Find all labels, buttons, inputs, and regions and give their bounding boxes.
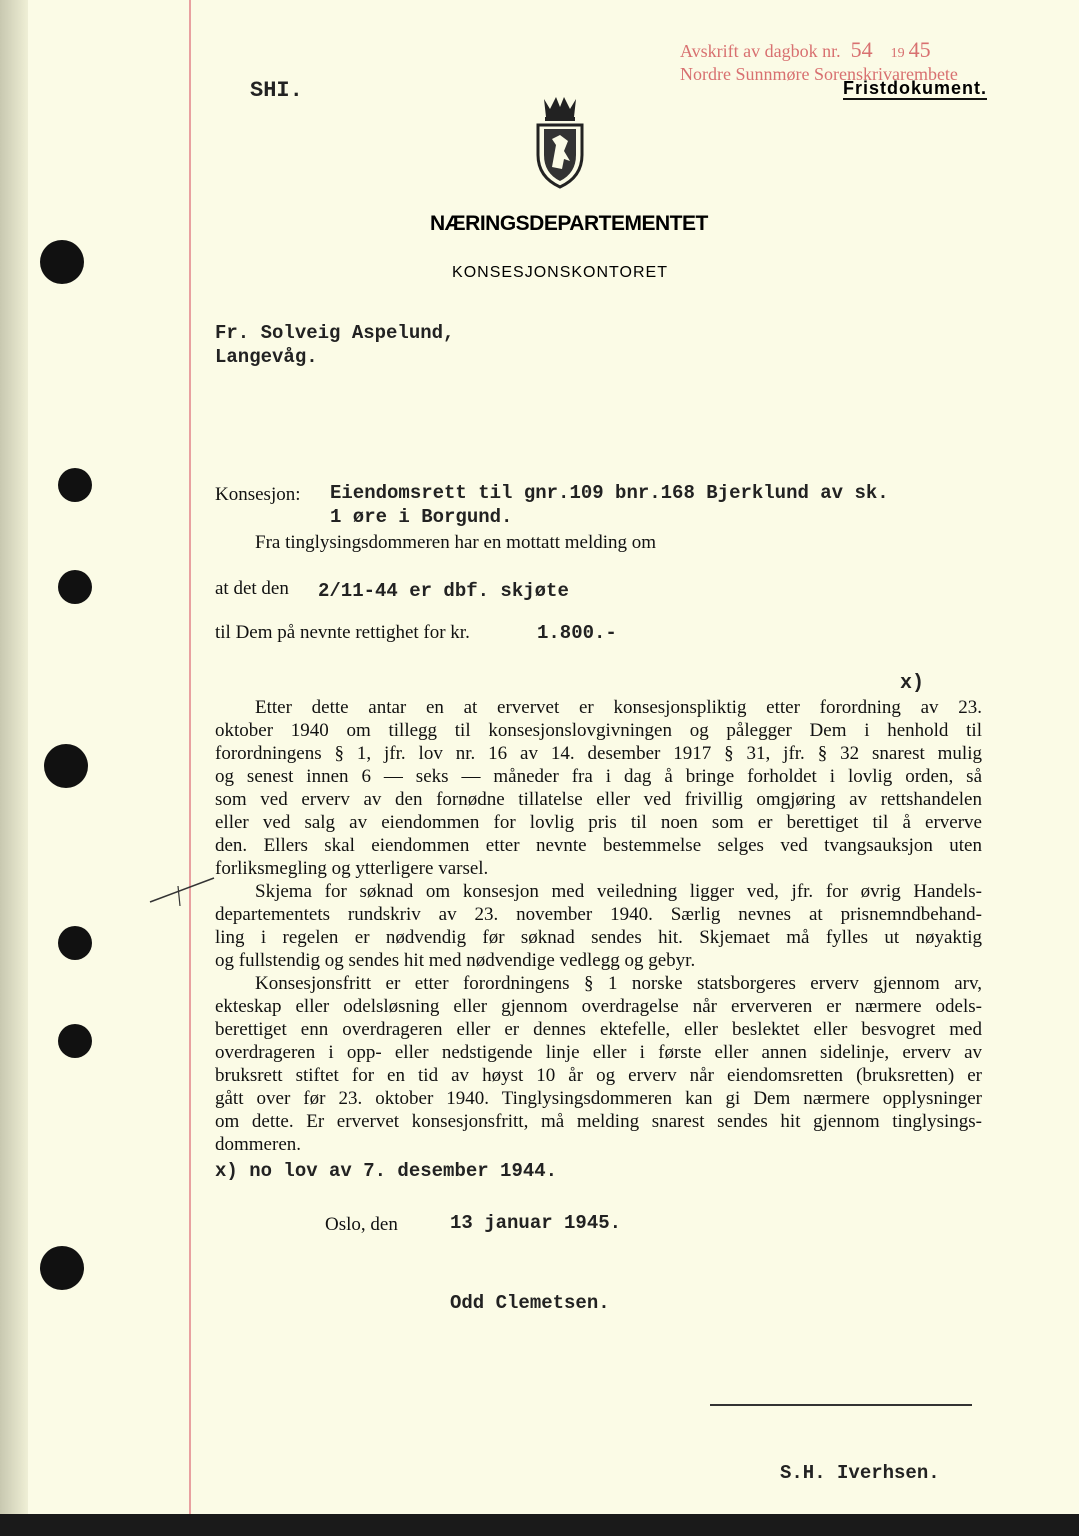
paragraph-form — [215, 880, 982, 972]
signature-line — [710, 1404, 972, 1406]
coat-of-arms-icon — [530, 95, 590, 190]
place-date-label: Oslo, den — [325, 1214, 398, 1235]
paragraph-line: ekteskap eller odelsløsning eller gjennom overdragelse når erververen er nærmere odels- — [215, 996, 982, 1017]
paragraph-line: den. Ellers skal eiendommen etter nevnte bestemmelse selges ved tvangsauksjon uten — [215, 835, 982, 856]
margin-line — [189, 0, 191, 1536]
paragraph-line: om dette. Er ervervet konsesjonsfritt, må melding snarest sendes hit gjennom tinglysings- — [215, 1111, 982, 1132]
paragraph-line: som ved erverv av den fornødne tillatelse eller ved frivillig omgjøring av rettshandelen — [215, 789, 982, 810]
paragraph-line: departementets rundskriv av 23. november 1940. Særlig nevnes at prisnemndbehand- — [215, 904, 982, 925]
paragraph-obligation — [215, 696, 982, 880]
paragraph-line: oktober 1940 om tillegg til konsesjonslovgivningen og pålegger Dem i henhold til — [215, 720, 982, 741]
stamp-line2: Nordre Sunnmøre Sorenskrivarembete — [680, 64, 958, 84]
punch-hole — [58, 468, 92, 502]
punch-hole — [58, 1024, 92, 1058]
signature-minister: Odd Clemetsen. — [450, 1292, 610, 1314]
office-name: KONSESJONSKONTORET — [452, 264, 668, 281]
footnote: x) no lov av 7. desember 1944. — [215, 1160, 558, 1182]
paragraph-line: overdrageren i opp- eller nedstigende linje eller i første eller annen sidelinje, erverv av — [215, 1042, 982, 1063]
amount-value: 1.800.- — [537, 622, 617, 644]
punch-hole — [58, 570, 92, 604]
paragraph-line: bruksrett stiftet for en tid av høyst 10 år og erverv når eiendomsretten (bruksretten) er — [215, 1065, 982, 1086]
margin-pencil-mark — [148, 872, 218, 912]
date-label: at det den — [215, 578, 289, 599]
konsesjon-text-line2: 1 øre i Borgund. — [330, 506, 513, 528]
paragraph-line: Konsesjonsfritt er etter forordningens § 1 norske statsborgeres erverv gjennom arv, — [255, 973, 982, 994]
paragraph-line: og senest innen 6 — seks — måneder fra i dag å bringe forholdet i lovlig orden, så — [215, 766, 982, 787]
deed-date: 2/11-44 er dbf. skjøte — [318, 580, 569, 602]
stamp-number: 54 — [850, 37, 873, 62]
punch-hole — [40, 1246, 84, 1290]
scan-edge — [0, 0, 28, 1536]
stamp-year-prefix: 19 — [890, 46, 905, 61]
frist-label: Fristdokument. — [843, 78, 988, 98]
paragraph-line: gått over før 23. oktober 1940. Tinglysingsdommeren kan gi Dem nærmere opplysninger — [215, 1088, 982, 1109]
notification-line: Fra tinglysingsdommeren har en mottatt melding om — [255, 532, 657, 553]
scan-bottom-edge — [0, 1514, 1079, 1536]
paragraph-line: forliksmegling og ytterligere varsel. — [215, 858, 489, 879]
addressee-name: Fr. Solveig Aspelund, — [215, 322, 455, 344]
punch-hole — [40, 240, 84, 284]
paragraph-line: eller ved salg av eiendommen for lovlig pris til noen som er berettiget til å erverve — [215, 812, 982, 833]
issue-date: 13 januar 1945. — [450, 1212, 622, 1234]
paragraph-line: ling i regelen er nødvendig før søknad sendes hit. Skjemaet må fylles ut nøyaktig — [215, 927, 982, 948]
signature-clerk: S.H. Iverhsen. — [780, 1462, 940, 1484]
paragraph-line: forordningens § 1, jfr. lov nr. 16 av 14. desember 1917 § 31, jfr. § 32 snarest mulig — [215, 743, 982, 764]
paragraph-line: dommeren. — [215, 1134, 302, 1155]
paragraph-exemption — [215, 972, 982, 1156]
stamp-year: 45 — [908, 37, 931, 62]
footnote-marker: x) — [900, 672, 925, 695]
stamp-line1: Avskrift av dagbok nr. — [680, 41, 841, 61]
punch-hole — [44, 744, 88, 788]
addressee-place: Langevåg. — [215, 346, 318, 368]
paragraph-line: Skjema for søknad om konsesjon med veiledning ligger ved, jfr. for øvrig Handels- — [255, 881, 982, 902]
paragraph-line: Etter dette antar en at ervervet er konsesjonspliktig etter forordning av 23. — [255, 697, 982, 718]
amount-label: til Dem på nevnte rettighet for kr. — [215, 622, 470, 643]
reference-code: SHI. — [250, 78, 303, 103]
paragraph-line: og fullstendig og sendes hit med nødvendige vedlegg og gebyr. — [215, 950, 696, 971]
konsesjon-label: Konsesjon: — [215, 484, 301, 505]
department-name: NÆRINGSDEPARTEMENTET — [430, 212, 708, 235]
punch-hole — [58, 926, 92, 960]
konsesjon-text-line1: Eiendomsrett til gnr.109 bnr.168 Bjerklund av sk. — [330, 482, 889, 504]
paragraph-line: berettiget enn overdrageren eller er dennes ektefelle, eller beslektet eller besvogret med — [215, 1019, 982, 1040]
